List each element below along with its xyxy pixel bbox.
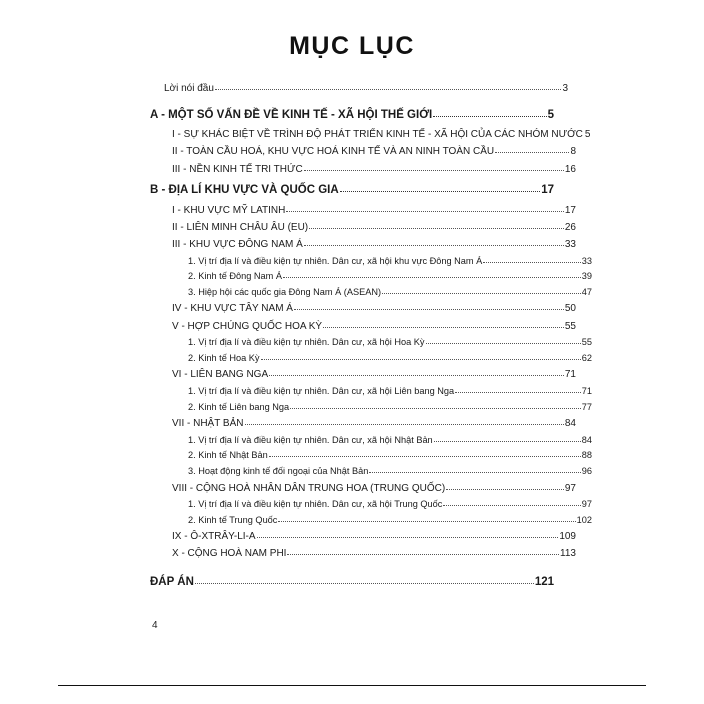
toc-entry-label: ĐÁP ÁN: [150, 576, 194, 589]
toc-subentry-b-6-1[interactable]: [188, 386, 592, 396]
leader-dots: [304, 238, 564, 246]
toc-entry-page: 97: [564, 482, 576, 494]
leader-dots: [294, 302, 564, 310]
toc-entry-label: VIII - CỘNG HOÀ NHÂN DÂN TRUNG HOA (TRUNG QUỐC): [172, 482, 446, 494]
toc-entry-label: VI - LIÊN BANG NGA: [172, 369, 269, 381]
leader-dots: [382, 287, 581, 295]
toc-entry-page: 50: [564, 303, 576, 315]
leader-dots: [269, 450, 581, 458]
toc-entry-page: 113: [560, 548, 576, 560]
toc-entry-page: 62: [581, 353, 592, 364]
toc-entry-label: 2. Kinh tế Liên bang Nga: [188, 401, 290, 412]
toc-entry-page: 71: [564, 369, 576, 381]
leader-dots: [433, 108, 546, 117]
leader-dots: [483, 255, 581, 263]
toc-entry-page: 84: [564, 418, 576, 430]
leader-dots: [443, 499, 580, 507]
toc-subentry-b-5-2[interactable]: [188, 353, 592, 363]
toc-entry-b-2[interactable]: [172, 222, 576, 234]
leader-dots: [245, 417, 564, 425]
toc-container: [150, 32, 592, 594]
toc-subentry-b-7-2[interactable]: [188, 451, 592, 461]
toc-entry-label: 2. Kinh tế Trung Quốc: [188, 514, 278, 525]
toc-entry-answers[interactable]: [150, 576, 554, 588]
toc-entry-b-4[interactable]: [172, 303, 576, 315]
toc-entry-page: 97: [581, 499, 592, 510]
toc-entry-page: 121: [534, 576, 554, 589]
leader-dots: [309, 221, 564, 229]
toc-entry-page: 17: [564, 204, 576, 216]
toc-subentry-b-3-2[interactable]: [188, 272, 592, 282]
toc-entry-a-3[interactable]: [172, 163, 576, 175]
toc-entry-label: 2. Kinh tế Hoa Kỳ: [188, 353, 260, 364]
toc-entry-page: 33: [581, 255, 592, 266]
toc-entry-label: 3. Hoạt động kinh tế đối ngoại của Nhật Bản: [188, 466, 369, 477]
toc-entry-page: 55: [581, 337, 592, 348]
leader-dots: [290, 401, 581, 409]
footer-divider: [58, 685, 646, 686]
leader-dots: [495, 145, 569, 153]
leader-dots: [426, 337, 581, 345]
leader-dots: [446, 481, 564, 489]
leader-dots: [257, 530, 559, 538]
toc-entry-b-8[interactable]: [172, 482, 576, 494]
toc-subentry-b-8-1[interactable]: [188, 500, 592, 510]
leader-dots: [323, 319, 564, 327]
leader-dots: [215, 82, 562, 90]
toc-entry-label: V - HỢP CHÚNG QUỐC HOA KỲ: [172, 320, 323, 332]
toc-entry-label: 3. Hiệp hội các quốc gia Đông Nam Á (ASEAN): [188, 287, 382, 298]
toc-entry-label: VII - NHẬT BẢN: [172, 418, 244, 430]
toc-entry-part-a[interactable]: [150, 109, 554, 121]
toc-entry-label: 1. Vị trí địa lí và điều kiện tự nhiên. Dân cư, xã hội Liên bang Nga: [188, 385, 455, 396]
toc-entry-page: 33: [564, 238, 576, 250]
toc-entry-label: X - CỘNG HOÀ NAM PHI: [172, 548, 287, 560]
toc-entry-page: 55: [564, 320, 576, 332]
toc-subentry-b-3-3[interactable]: [188, 288, 592, 298]
toc-entry-intro[interactable]: [164, 83, 568, 95]
toc-entry-label: IX - Ô-XTRÂY-LI-A: [172, 531, 256, 543]
leader-dots: [286, 203, 564, 211]
leader-dots: [455, 385, 581, 393]
toc-entry-page: 26: [564, 221, 576, 233]
leader-dots: [269, 368, 564, 376]
toc-entry-page: 77: [581, 401, 592, 412]
toc-entry-page: 47: [581, 287, 592, 298]
toc-entry-label: 2. Kinh tế Đông Nam Á: [188, 271, 282, 282]
toc-entry-page: 17: [541, 184, 554, 197]
toc-entry-label: II - TOÀN CẦU HOÁ, KHU VỰC HOÁ KINH TẾ VÀ AN NINH TOÀN CẦU: [172, 146, 495, 158]
toc-entry-b-10[interactable]: [172, 548, 576, 560]
toc-entry-a-1[interactable]: [172, 129, 591, 141]
leader-dots: [283, 271, 581, 279]
toc-entry-page: 39: [581, 271, 592, 282]
toc-subentry-b-5-1[interactable]: [188, 338, 592, 348]
toc-entry-label: A - MỘT SỐ VẤN ĐỀ VỀ KINH TẾ - XÃ HỘI THẾ GIỚI: [150, 108, 433, 121]
toc-subentry-b-8-2[interactable]: [188, 515, 592, 525]
toc-entry-page: 3: [562, 83, 568, 95]
leader-dots: [369, 466, 580, 474]
toc-entry-label: III - NỀN KINH TẾ TRI THỨC: [172, 163, 303, 175]
toc-entry-page: 5: [547, 108, 554, 121]
toc-entry-label: 1. Vị trí địa lí và điều kiện tự nhiên. Dân cư, xã hội khu vực Đông Nam Á: [188, 255, 483, 266]
page-number: 4: [152, 620, 158, 631]
toc-entry-page: 5: [584, 129, 591, 141]
toc-entry-label: 1. Vị trí địa lí và điều kiện tự nhiên. Dân cư, xã hội Trung Quốc: [188, 499, 443, 510]
leader-dots: [195, 575, 534, 584]
toc-entry-page: 102: [576, 514, 592, 525]
toc-subentry-b-7-3[interactable]: [188, 467, 592, 477]
toc-subentry-b-6-2[interactable]: [188, 402, 592, 412]
toc-entry-part-b[interactable]: [150, 184, 554, 196]
toc-entry-page: 84: [581, 434, 592, 445]
toc-entry-b-7[interactable]: [172, 418, 576, 430]
toc-entry-a-2[interactable]: [172, 146, 576, 158]
table-of-contents: [150, 83, 592, 589]
toc-entry-b-1[interactable]: [172, 204, 576, 216]
leader-dots: [278, 514, 575, 522]
toc-entry-label: Lời nói đầu: [164, 83, 214, 95]
page-title: MỤC LỤC: [289, 32, 415, 60]
toc-entry-page: 16: [564, 163, 576, 175]
toc-entry-label: II - LIÊN MINH CHÂU ÂU (EU): [172, 221, 309, 233]
leader-dots: [261, 352, 581, 360]
toc-entry-b-3[interactable]: [172, 239, 576, 251]
toc-entry-page: 71: [581, 385, 592, 396]
toc-entry-b-9[interactable]: [172, 531, 576, 543]
toc-entry-page: 88: [581, 450, 592, 461]
toc-subentry-b-7-1[interactable]: [188, 435, 592, 445]
leader-dots: [287, 547, 559, 555]
toc-entry-page: 109: [559, 531, 576, 543]
leader-dots: [304, 162, 564, 170]
toc-entry-label: 1. Vị trí địa lí và điều kiện tự nhiên. Dân cư, xã hội Nhật Bản: [188, 434, 433, 445]
leader-dots: [340, 183, 541, 192]
toc-entry-b-5[interactable]: [172, 320, 576, 332]
toc-entry-page: 96: [581, 466, 592, 477]
toc-subentry-b-3-1[interactable]: [188, 256, 592, 266]
toc-entry-label: B - ĐỊA LÍ KHU VỰC VÀ QUỐC GIA: [150, 184, 339, 197]
leader-dots: [434, 434, 581, 442]
toc-entry-b-6[interactable]: [172, 369, 576, 381]
toc-entry-label: III - KHU VỰC ĐÔNG NAM Á: [172, 238, 303, 250]
toc-entry-page: 8: [570, 146, 576, 158]
toc-entry-label: 2. Kinh tế Nhật Bản: [188, 450, 268, 461]
toc-entry-label: IV - KHU VỰC TÂY NAM Á: [172, 303, 293, 315]
toc-entry-label: I - SỰ KHÁC BIỆT VỀ TRÌNH ĐỘ PHÁT TRIỂN KINH TẾ - XÃ HỘI CỦA CÁC NHÓM NƯỚC: [172, 129, 583, 141]
toc-entry-label: 1. Vị trí địa lí và điều kiện tự nhiên. Dân cư, xã hội Hoa Kỳ: [188, 337, 425, 348]
toc-entry-label: I - KHU VỰC MỸ LATINH: [172, 204, 286, 216]
